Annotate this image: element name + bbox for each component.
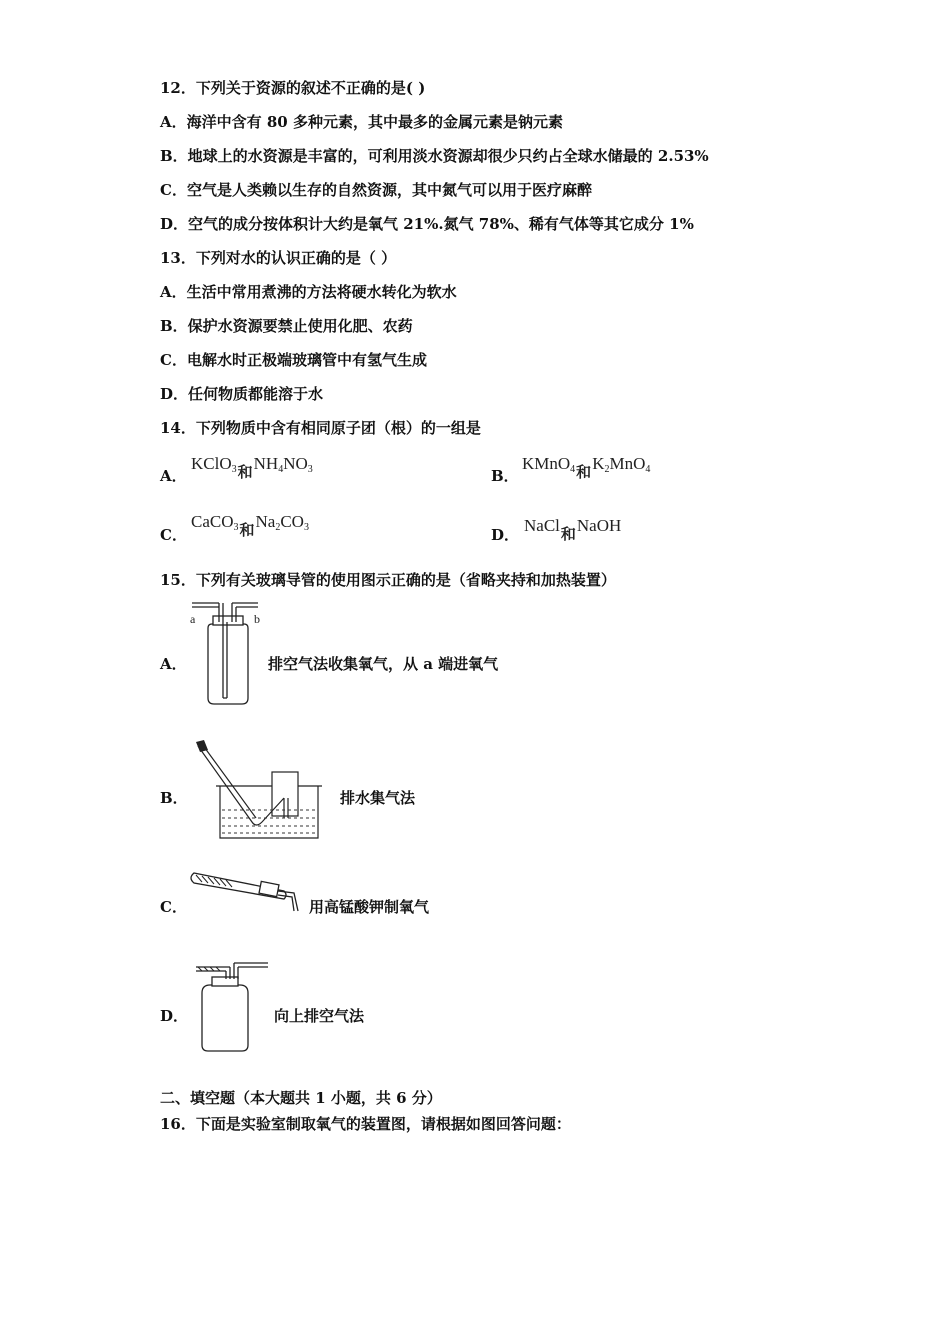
q14-option-a-label: A． — [160, 467, 187, 485]
port-label-a: a — [190, 612, 196, 626]
q15-option-b-label: B． — [160, 789, 188, 807]
formula-text: Na — [255, 512, 276, 531]
q12-option-a: A．海洋中含有 80 多种元素，其中最多的金属元素是钠元素 — [160, 113, 563, 131]
q15-stem: 15．下列有关玻璃导管的使用图示正确的是（省略夹持和加热装置） — [160, 571, 616, 589]
q15-option-b-caption: 排水集气法 — [340, 789, 416, 807]
formula-text: MnO — [609, 454, 646, 473]
q12-option-c: C．空气是人类赖以生存的自然资源，其中氮气可以用于医疗麻醉 — [160, 181, 592, 199]
gas-bottle-two-tubes-figure — [186, 598, 266, 708]
port-label-b: b — [254, 612, 260, 626]
q15-option-d-label: D． — [160, 1007, 189, 1025]
q14-option-c-label: C． — [160, 526, 187, 544]
q15-option-c-caption: 用高锰酸钾制氧气 — [309, 898, 430, 916]
q13-option-d: D．任何物质都能溶于水 — [160, 385, 324, 403]
conjunction-he: 和 — [576, 463, 592, 481]
q15-option-a-caption: 排空气法收集氧气，从 a 端进氧气 — [268, 655, 499, 673]
formula-subscript: 4 — [570, 464, 576, 475]
q15-option-d-caption: 向上排空气法 — [274, 1007, 365, 1025]
conjunction-he: 和 — [237, 463, 253, 481]
formula-text: CaCO — [191, 512, 234, 531]
formula-text: K — [592, 454, 605, 473]
water-trough-collection-figure — [190, 738, 330, 843]
q13-option-b: B．保护水资源要禁止使用化肥、农药 — [160, 317, 413, 335]
q12-option-d: D．空气的成分按体积计大约是氧气 21%.氮气 78%、稀有气体等其它成分 1% — [160, 215, 694, 233]
formula-text: NaOH — [576, 516, 622, 535]
upward-air-displacement-figure — [190, 955, 272, 1055]
formula-subscript: 4 — [645, 464, 651, 475]
formula-text: NH — [253, 454, 279, 473]
test-tube-heating-figure — [188, 865, 308, 915]
q14-option-c-formula — [191, 511, 309, 539]
formula-subscript: 4 — [278, 464, 284, 475]
q14-option-d-formula — [524, 515, 622, 543]
q12-stem: 12．下列关于资源的叙述不正确的是( ) — [160, 79, 426, 97]
formula-text: CO — [280, 512, 304, 531]
q14-option-b-formula — [522, 453, 651, 481]
formula-subscript: 3 — [231, 464, 237, 475]
formula-subscript: 2 — [275, 522, 281, 533]
q13-option-a: A．生活中常用煮沸的方法将硬水转化为软水 — [160, 283, 457, 301]
q14-option-b-label: B． — [491, 467, 519, 485]
conjunction-he: 和 — [560, 525, 576, 543]
formula-text: NO — [283, 454, 308, 473]
q12-option-b: B．地球上的水资源是丰富的，可利用淡水资源却很少只约占全球水储最的 2.53% — [160, 147, 709, 165]
q15-option-a-label: A． — [160, 655, 187, 673]
formula-text: NaCl — [524, 516, 560, 535]
q13-option-c: C．电解水时正极端玻璃管中有氢气生成 — [160, 351, 427, 369]
formula-text: KMnO — [522, 454, 571, 473]
formula-subscript: 2 — [604, 464, 610, 475]
q13-stem: 13．下列对水的认识正确的是（ ） — [160, 249, 397, 267]
q14-stem: 14．下列物质中含有相同原子团（根）的一组是 — [160, 419, 481, 437]
q14-option-a-formula — [191, 453, 313, 481]
section-2-heading: 二、填空题（本大题共 1 小题，共 6 分） — [160, 1089, 442, 1107]
conjunction-he: 和 — [239, 521, 255, 539]
formula-subscript: 3 — [233, 522, 239, 533]
formula-text: KClO — [191, 454, 232, 473]
q16-stem: 16．下面是实验室制取氧气的装置图，请根据如图回答问题： — [160, 1115, 571, 1133]
formula-subscript: 3 — [307, 464, 313, 475]
q15-option-c-label: C． — [160, 898, 187, 916]
formula-subscript: 3 — [303, 522, 309, 533]
q14-option-d-label: D． — [491, 526, 520, 544]
